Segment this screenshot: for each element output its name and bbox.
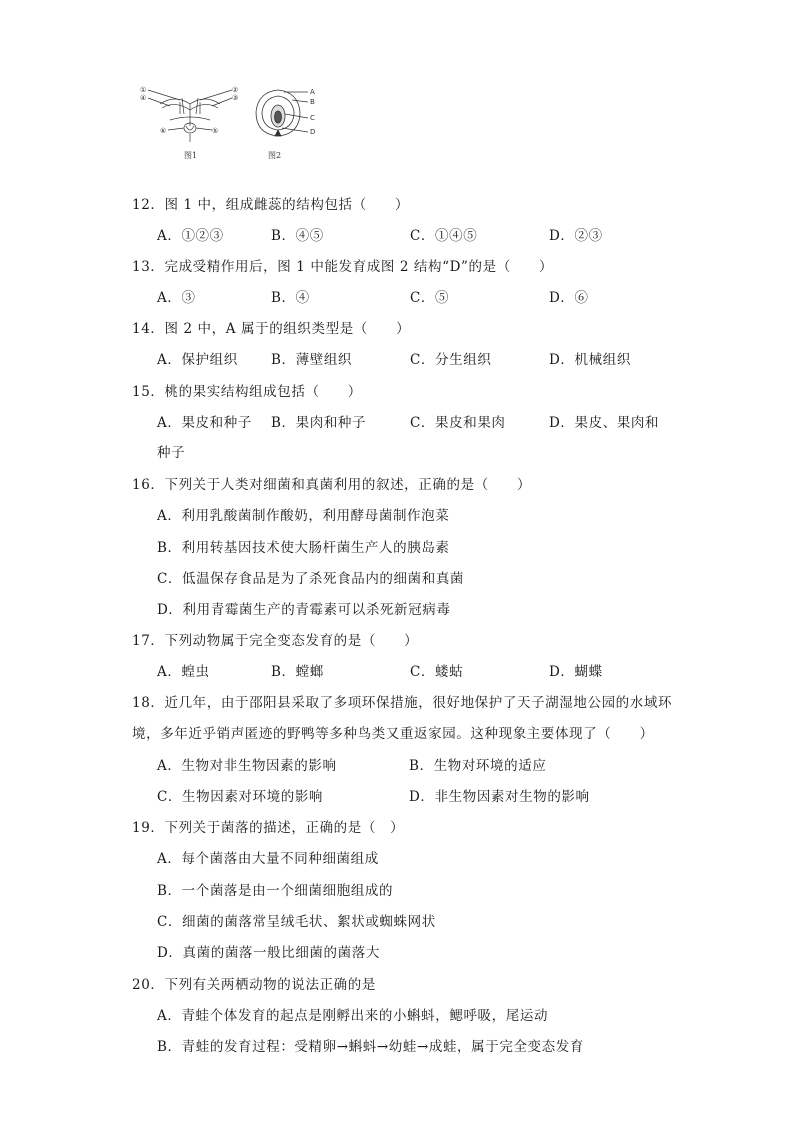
question-17-stem: 17．下列动物属于完全变态发育的是（ ） (132, 633, 419, 649)
option-d: D．真菌的菌落一般比细菌的菌落大 (157, 945, 380, 961)
question-15-stem: 15．桃的果实结构组成包括（ ） (132, 384, 362, 400)
option-b: B．螳螂 (271, 664, 324, 680)
fig1-label: ③ (232, 94, 239, 102)
fig1-label: ② (232, 86, 239, 94)
peach-diagram (248, 86, 328, 146)
option-c: C．⑤ (410, 290, 450, 306)
flower-diagram (140, 84, 240, 144)
option-b: B．利用转基因技术使大肠杆菌生产人的胰岛素 (157, 540, 450, 556)
option-d: D．非生物因素对生物的影响 (409, 789, 590, 805)
option-d: D．②③ (549, 228, 603, 244)
option-b: B．薄壁组织 (271, 352, 353, 368)
question-18-stem: 18．近几年，由于邵阳县采取了多项环保措施，很好地保护了天子湖湿地公园的水域环 (132, 695, 673, 711)
option-d: D．⑥ (549, 290, 589, 306)
figure-2-caption: 图2 (268, 151, 282, 160)
question-15-option-d-continuation: 种子 (157, 445, 186, 461)
fig1-label: ⑥ (160, 127, 167, 135)
fig2-label: A (310, 88, 315, 96)
option-a: A．利用乳酸菌制作酸奶，利用酵母菌制作泡菜 (157, 508, 450, 524)
figure-1-caption: 图1 (184, 151, 198, 160)
figure-area (140, 84, 330, 164)
option-c: C．果皮和果肉 (410, 415, 506, 431)
fig1-label: ⑤ (212, 127, 219, 135)
fig1-label: ④ (140, 94, 147, 102)
option-a: A．保护组织 (157, 352, 238, 368)
option-a: A．果皮和种子 (157, 415, 252, 431)
option-a: A．③ (157, 290, 196, 306)
option-a: A．青蛙个体发育的起点是刚孵出来的小蝌蚪，鳃呼吸，尾运动 (157, 1008, 549, 1024)
fig1-label: ① (140, 86, 147, 94)
option-a: A．生物对非生物因素的影响 (157, 758, 337, 774)
question-18-stem-line-2: 境，多年近乎销声匿迹的野鸭等多种鸟类又重返家园。这种现象主要体现了（ ） (132, 726, 654, 742)
question-19-stem: 19．下列关于菌落的描述，正确的是（ ） (132, 820, 405, 836)
fig2-label: C (310, 114, 315, 122)
option-a: A．每个菌落由大量不同种细菌组成 (157, 851, 379, 867)
question-16-stem: 16．下列关于人类对细菌和真菌利用的叙述，正确的是（ ） (132, 477, 532, 493)
option-b: B．果肉和种子 (271, 415, 367, 431)
option-b: B．青蛙的发育过程：受精卵→蝌蚪→幼蛙→成蛙，属于完全变态发育 (157, 1039, 584, 1055)
option-b: B．④⑤ (271, 228, 324, 244)
option-b: B．生物对环境的适应 (409, 758, 547, 774)
option-b: B．④ (271, 290, 310, 306)
option-c: C．细菌的菌落常呈绒毛状、絮状或蜘蛛网状 (157, 914, 436, 930)
option-c: C．低温保存食品是为了杀死食品内的细菌和真菌 (157, 571, 465, 587)
option-c: C．①④⑤ (410, 228, 478, 244)
question-12-stem: 12．图 1 中，组成雌蕊的结构包括（ ） (132, 197, 410, 213)
option-a: A．蝗虫 (157, 664, 210, 680)
option-d: D．机械组织 (549, 352, 631, 368)
option-d: D．利用青霉菌生产的青霉素可以杀死新冠病毒 (157, 602, 451, 618)
option-d: D．蝴蝶 (549, 664, 603, 680)
fig2-label: B (310, 98, 315, 106)
question-20-stem: 20．下列有关两栖动物的说法正确的是 (132, 977, 376, 993)
option-b: B．一个菌落是由一个细菌细胞组成的 (157, 883, 394, 899)
option-c: C．蝼蛄 (410, 664, 464, 680)
question-13-stem: 13．完成受精作用后，图 1 中能发育成图 2 结构“D”的是（ ） (132, 259, 554, 275)
option-c: C．生物因素对环境的影响 (157, 789, 324, 805)
fig2-label: D (310, 128, 316, 136)
option-d: D．果皮、果肉和 (549, 415, 660, 431)
option-c: C．分生组织 (410, 352, 492, 368)
option-a: A．①②③ (157, 228, 224, 244)
question-14-stem: 14．图 2 中，A 属于的组织类型是（ ） (132, 321, 411, 337)
